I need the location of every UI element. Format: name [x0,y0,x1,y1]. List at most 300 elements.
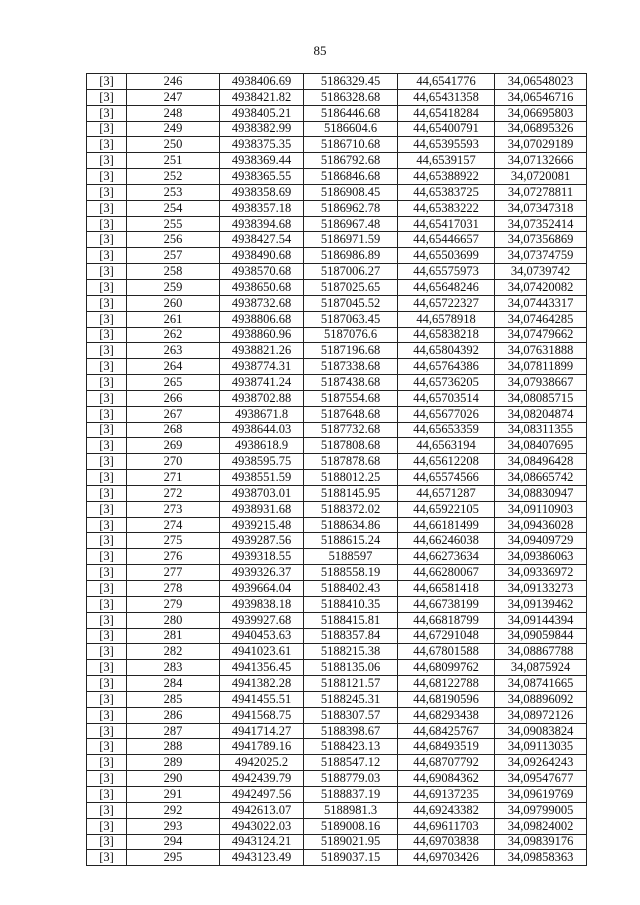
longitude-cell: 34,08311355 [495,422,587,438]
source-ref-cell: [3] [87,485,127,501]
source-ref-cell: [3] [87,200,127,216]
x-coordinate-cell: 4941356.45 [220,660,304,676]
table-row [87,850,587,866]
y-coordinate-cell: 5188215.38 [304,644,398,660]
latitude-cell: 44,69084362 [398,771,495,787]
y-coordinate-cell: 5187045.52 [304,295,398,311]
table-row [87,565,587,581]
y-coordinate-cell: 5187076.6 [304,327,398,343]
longitude-cell: 34,07631888 [495,343,587,359]
source-ref-cell: [3] [87,739,127,755]
latitude-cell: 44,65722327 [398,295,495,311]
point-number-cell: 291 [127,786,220,802]
longitude-cell: 34,07811899 [495,359,587,375]
x-coordinate-cell: 4942613.07 [220,802,304,818]
point-number-cell: 263 [127,343,220,359]
coordinates-table-body [87,74,587,866]
latitude-cell: 44,65677026 [398,406,495,422]
x-coordinate-cell: 4938382.99 [220,121,304,137]
latitude-cell: 44,65653359 [398,422,495,438]
source-ref-cell: [3] [87,771,127,787]
x-coordinate-cell: 4938703.01 [220,485,304,501]
table-row [87,771,587,787]
longitude-cell: 34,09839176 [495,834,587,850]
latitude-cell: 44,66246038 [398,533,495,549]
latitude-cell: 44,68293438 [398,707,495,723]
x-coordinate-cell: 4941568.75 [220,707,304,723]
y-coordinate-cell: 5189008.16 [304,818,398,834]
x-coordinate-cell: 4939326.37 [220,565,304,581]
y-coordinate-cell: 5188121.57 [304,676,398,692]
longitude-cell: 34,08972126 [495,707,587,723]
latitude-cell: 44,66181499 [398,517,495,533]
point-number-cell: 270 [127,454,220,470]
source-ref-cell: [3] [87,818,127,834]
point-number-cell: 253 [127,184,220,200]
y-coordinate-cell: 5188558.19 [304,565,398,581]
x-coordinate-cell: 4938618.9 [220,438,304,454]
x-coordinate-cell: 4940453.63 [220,628,304,644]
longitude-cell: 34,09619769 [495,786,587,802]
source-ref-cell: [3] [87,660,127,676]
longitude-cell: 34,09264243 [495,755,587,771]
x-coordinate-cell: 4938702.88 [220,390,304,406]
latitude-cell: 44,6571287 [398,485,495,501]
y-coordinate-cell: 5187732.68 [304,422,398,438]
table-row [87,184,587,200]
source-ref-cell: [3] [87,644,127,660]
y-coordinate-cell: 5188597 [304,549,398,565]
source-ref-cell: [3] [87,74,127,90]
y-coordinate-cell: 5188410.35 [304,596,398,612]
latitude-cell: 44,65431358 [398,89,495,105]
x-coordinate-cell: 4943124.21 [220,834,304,850]
y-coordinate-cell: 5188423.13 [304,739,398,755]
y-coordinate-cell: 5188837.19 [304,786,398,802]
x-coordinate-cell: 4941023.61 [220,644,304,660]
longitude-cell: 34,09409729 [495,533,587,549]
source-ref-cell: [3] [87,628,127,644]
longitude-cell: 34,09133273 [495,581,587,597]
x-coordinate-cell: 4938732.68 [220,295,304,311]
longitude-cell: 34,08204874 [495,406,587,422]
point-number-cell: 278 [127,581,220,597]
table-row [87,676,587,692]
latitude-cell: 44,65395593 [398,137,495,153]
source-ref-cell: [3] [87,755,127,771]
y-coordinate-cell: 5186792.68 [304,153,398,169]
latitude-cell: 44,65383725 [398,184,495,200]
y-coordinate-cell: 5188415.81 [304,612,398,628]
longitude-cell: 34,07356869 [495,232,587,248]
longitude-cell: 34,08665742 [495,470,587,486]
longitude-cell: 34,09144394 [495,612,587,628]
longitude-cell: 34,09386063 [495,549,587,565]
table-row [87,390,587,406]
longitude-cell: 34,08496428 [495,454,587,470]
table-row [87,105,587,121]
x-coordinate-cell: 4938860.96 [220,327,304,343]
y-coordinate-cell: 5187878.68 [304,454,398,470]
latitude-cell: 44,6541776 [398,74,495,90]
table-row [87,691,587,707]
y-coordinate-cell: 5188615.24 [304,533,398,549]
table-row [87,723,587,739]
y-coordinate-cell: 5188307.57 [304,707,398,723]
latitude-cell: 44,66818799 [398,612,495,628]
table-row [87,470,587,486]
longitude-cell: 34,09110903 [495,501,587,517]
y-coordinate-cell: 5188547.12 [304,755,398,771]
longitude-cell: 34,06695803 [495,105,587,121]
table-row [87,121,587,137]
source-ref-cell: [3] [87,137,127,153]
source-ref-cell: [3] [87,802,127,818]
x-coordinate-cell: 4941714.27 [220,723,304,739]
latitude-cell: 44,66581418 [398,581,495,597]
point-number-cell: 256 [127,232,220,248]
source-ref-cell: [3] [87,248,127,264]
latitude-cell: 44,69137235 [398,786,495,802]
y-coordinate-cell: 5188012.25 [304,470,398,486]
longitude-cell: 34,07420082 [495,279,587,295]
longitude-cell: 34,09113035 [495,739,587,755]
x-coordinate-cell: 4938741.24 [220,375,304,391]
latitude-cell: 44,69611703 [398,818,495,834]
latitude-cell: 44,65400791 [398,121,495,137]
longitude-cell: 34,06895326 [495,121,587,137]
x-coordinate-cell: 4938644.03 [220,422,304,438]
table-row [87,644,587,660]
x-coordinate-cell: 4941789.16 [220,739,304,755]
source-ref-cell: [3] [87,565,127,581]
source-ref-cell: [3] [87,691,127,707]
x-coordinate-cell: 4938595.75 [220,454,304,470]
point-number-cell: 260 [127,295,220,311]
x-coordinate-cell: 4941455.51 [220,691,304,707]
source-ref-cell: [3] [87,707,127,723]
y-coordinate-cell: 5187438.68 [304,375,398,391]
x-coordinate-cell: 4938369.44 [220,153,304,169]
longitude-cell: 34,09139462 [495,596,587,612]
y-coordinate-cell: 5186908.45 [304,184,398,200]
x-coordinate-cell: 4943123.49 [220,850,304,866]
longitude-cell: 34,07374759 [495,248,587,264]
x-coordinate-cell: 4942497.56 [220,786,304,802]
table-row [87,818,587,834]
table-row [87,375,587,391]
x-coordinate-cell: 4938358.69 [220,184,304,200]
x-coordinate-cell: 4939838.18 [220,596,304,612]
latitude-cell: 44,65503699 [398,248,495,264]
table-row [87,739,587,755]
y-coordinate-cell: 5188135.06 [304,660,398,676]
x-coordinate-cell: 4938405.21 [220,105,304,121]
x-coordinate-cell: 4939664.04 [220,581,304,597]
longitude-cell: 34,07443317 [495,295,587,311]
x-coordinate-cell: 4938421.82 [220,89,304,105]
x-coordinate-cell: 4939927.68 [220,612,304,628]
y-coordinate-cell: 5188372.02 [304,501,398,517]
table-row [87,834,587,850]
latitude-cell: 44,6578918 [398,311,495,327]
page-number: 85 [313,43,327,58]
latitude-cell: 44,65418284 [398,105,495,121]
source-ref-cell: [3] [87,343,127,359]
table-row [87,169,587,185]
point-number-cell: 275 [127,533,220,549]
longitude-cell: 34,09336972 [495,565,587,581]
table-row [87,802,587,818]
source-ref-cell: [3] [87,501,127,517]
table-row [87,311,587,327]
longitude-cell: 34,07347318 [495,200,587,216]
y-coordinate-cell: 5186967.48 [304,216,398,232]
x-coordinate-cell: 4943022.03 [220,818,304,834]
point-number-cell: 273 [127,501,220,517]
point-number-cell: 272 [127,485,220,501]
table-row [87,612,587,628]
y-coordinate-cell: 5188981.3 [304,802,398,818]
longitude-cell: 34,06548023 [495,74,587,90]
point-number-cell: 246 [127,74,220,90]
y-coordinate-cell: 5187006.27 [304,264,398,280]
point-number-cell: 290 [127,771,220,787]
y-coordinate-cell: 5186962.78 [304,200,398,216]
source-ref-cell: [3] [87,169,127,185]
point-number-cell: 276 [127,549,220,565]
x-coordinate-cell: 4938931.68 [220,501,304,517]
latitude-cell: 44,69703838 [398,834,495,850]
x-coordinate-cell: 4938551.59 [220,470,304,486]
table-row [87,137,587,153]
latitude-cell: 44,65703514 [398,390,495,406]
y-coordinate-cell: 5188398.67 [304,723,398,739]
table-row [87,660,587,676]
point-number-cell: 285 [127,691,220,707]
x-coordinate-cell: 4942439.79 [220,771,304,787]
longitude-cell: 34,0875924 [495,660,587,676]
x-coordinate-cell: 4938671.8 [220,406,304,422]
table-row [87,422,587,438]
latitude-cell: 44,65575973 [398,264,495,280]
source-ref-cell: [3] [87,533,127,549]
point-number-cell: 286 [127,707,220,723]
longitude-cell: 34,0720081 [495,169,587,185]
source-ref-cell: [3] [87,184,127,200]
source-ref-cell: [3] [87,105,127,121]
latitude-cell: 44,68099762 [398,660,495,676]
y-coordinate-cell: 5186971.59 [304,232,398,248]
longitude-cell: 34,07464285 [495,311,587,327]
latitude-cell: 44,65383222 [398,200,495,216]
x-coordinate-cell: 4938774.31 [220,359,304,375]
source-ref-cell: [3] [87,89,127,105]
y-coordinate-cell: 5186846.68 [304,169,398,185]
point-number-cell: 288 [127,739,220,755]
x-coordinate-cell: 4938821.26 [220,343,304,359]
latitude-cell: 44,67291048 [398,628,495,644]
table-row [87,279,587,295]
point-number-cell: 252 [127,169,220,185]
x-coordinate-cell: 4938375.35 [220,137,304,153]
source-ref-cell: [3] [87,375,127,391]
source-ref-cell: [3] [87,153,127,169]
point-number-cell: 250 [127,137,220,153]
y-coordinate-cell: 5187025.65 [304,279,398,295]
y-coordinate-cell: 5186604.6 [304,121,398,137]
latitude-cell: 44,65612208 [398,454,495,470]
source-ref-cell: [3] [87,676,127,692]
longitude-cell: 34,09547677 [495,771,587,787]
point-number-cell: 295 [127,850,220,866]
source-ref-cell: [3] [87,612,127,628]
x-coordinate-cell: 4938365.55 [220,169,304,185]
source-ref-cell: [3] [87,279,127,295]
table-row [87,533,587,549]
source-ref-cell: [3] [87,723,127,739]
point-number-cell: 293 [127,818,220,834]
latitude-cell: 44,68493519 [398,739,495,755]
point-number-cell: 287 [127,723,220,739]
x-coordinate-cell: 4938570.68 [220,264,304,280]
latitude-cell: 44,68122788 [398,676,495,692]
y-coordinate-cell: 5188245.31 [304,691,398,707]
point-number-cell: 294 [127,834,220,850]
point-number-cell: 277 [127,565,220,581]
y-coordinate-cell: 5187808.68 [304,438,398,454]
point-number-cell: 248 [127,105,220,121]
point-number-cell: 265 [127,375,220,391]
source-ref-cell: [3] [87,390,127,406]
y-coordinate-cell: 5186446.68 [304,105,398,121]
source-ref-cell: [3] [87,295,127,311]
y-coordinate-cell: 5186329.45 [304,74,398,90]
longitude-cell: 34,08867788 [495,644,587,660]
table-row [87,517,587,533]
latitude-cell: 44,68425767 [398,723,495,739]
table-row [87,74,587,90]
y-coordinate-cell: 5188634.86 [304,517,398,533]
source-ref-cell: [3] [87,232,127,248]
longitude-cell: 34,09436028 [495,517,587,533]
y-coordinate-cell: 5186710.68 [304,137,398,153]
latitude-cell: 44,65648246 [398,279,495,295]
point-number-cell: 247 [127,89,220,105]
table-row [87,153,587,169]
latitude-cell: 44,65417031 [398,216,495,232]
y-coordinate-cell: 5189021.95 [304,834,398,850]
y-coordinate-cell: 5187063.45 [304,311,398,327]
longitude-cell: 34,07352414 [495,216,587,232]
table-row [87,581,587,597]
point-number-cell: 281 [127,628,220,644]
y-coordinate-cell: 5187554.68 [304,390,398,406]
y-coordinate-cell: 5186986.89 [304,248,398,264]
x-coordinate-cell: 4938427.54 [220,232,304,248]
longitude-cell: 34,09824002 [495,818,587,834]
point-number-cell: 284 [127,676,220,692]
table-row [87,327,587,343]
latitude-cell: 44,69243382 [398,802,495,818]
latitude-cell: 44,65922105 [398,501,495,517]
y-coordinate-cell: 5187648.68 [304,406,398,422]
table-row [87,264,587,280]
source-ref-cell: [3] [87,311,127,327]
latitude-cell: 44,65764386 [398,359,495,375]
coordinates-table [86,73,587,866]
table-row [87,628,587,644]
table-row [87,454,587,470]
longitude-cell: 34,09858363 [495,850,587,866]
x-coordinate-cell: 4938394.68 [220,216,304,232]
point-number-cell: 292 [127,802,220,818]
table-row [87,232,587,248]
table-row [87,786,587,802]
longitude-cell: 34,0739742 [495,264,587,280]
point-number-cell: 279 [127,596,220,612]
table-row [87,438,587,454]
latitude-cell: 44,69703426 [398,850,495,866]
point-number-cell: 251 [127,153,220,169]
source-ref-cell: [3] [87,438,127,454]
point-number-cell: 271 [127,470,220,486]
point-number-cell: 262 [127,327,220,343]
x-coordinate-cell: 4938806.68 [220,311,304,327]
longitude-cell: 34,08896092 [495,691,587,707]
longitude-cell: 34,09059844 [495,628,587,644]
point-number-cell: 283 [127,660,220,676]
x-coordinate-cell: 4942025.2 [220,755,304,771]
latitude-cell: 44,65838218 [398,327,495,343]
latitude-cell: 44,65736205 [398,375,495,391]
source-ref-cell: [3] [87,596,127,612]
y-coordinate-cell: 5188402.43 [304,581,398,597]
table-row [87,89,587,105]
point-number-cell: 257 [127,248,220,264]
x-coordinate-cell: 4938650.68 [220,279,304,295]
x-coordinate-cell: 4939287.56 [220,533,304,549]
latitude-cell: 44,6539157 [398,153,495,169]
table-row [87,501,587,517]
x-coordinate-cell: 4939215.48 [220,517,304,533]
x-coordinate-cell: 4938357.18 [220,200,304,216]
latitude-cell: 44,68190596 [398,691,495,707]
source-ref-cell: [3] [87,850,127,866]
longitude-cell: 34,09799005 [495,802,587,818]
longitude-cell: 34,08830947 [495,485,587,501]
longitude-cell: 34,07029189 [495,137,587,153]
table-row [87,596,587,612]
longitude-cell: 34,07278811 [495,184,587,200]
point-number-cell: 269 [127,438,220,454]
point-number-cell: 266 [127,390,220,406]
source-ref-cell: [3] [87,422,127,438]
longitude-cell: 34,08407695 [495,438,587,454]
longitude-cell: 34,08741665 [495,676,587,692]
table-row [87,216,587,232]
table-row [87,707,587,723]
source-ref-cell: [3] [87,786,127,802]
y-coordinate-cell: 5188779.03 [304,771,398,787]
y-coordinate-cell: 5187338.68 [304,359,398,375]
longitude-cell: 34,07479662 [495,327,587,343]
x-coordinate-cell: 4938490.68 [220,248,304,264]
longitude-cell: 34,06546716 [495,89,587,105]
y-coordinate-cell: 5186328.68 [304,89,398,105]
point-number-cell: 274 [127,517,220,533]
point-number-cell: 254 [127,200,220,216]
